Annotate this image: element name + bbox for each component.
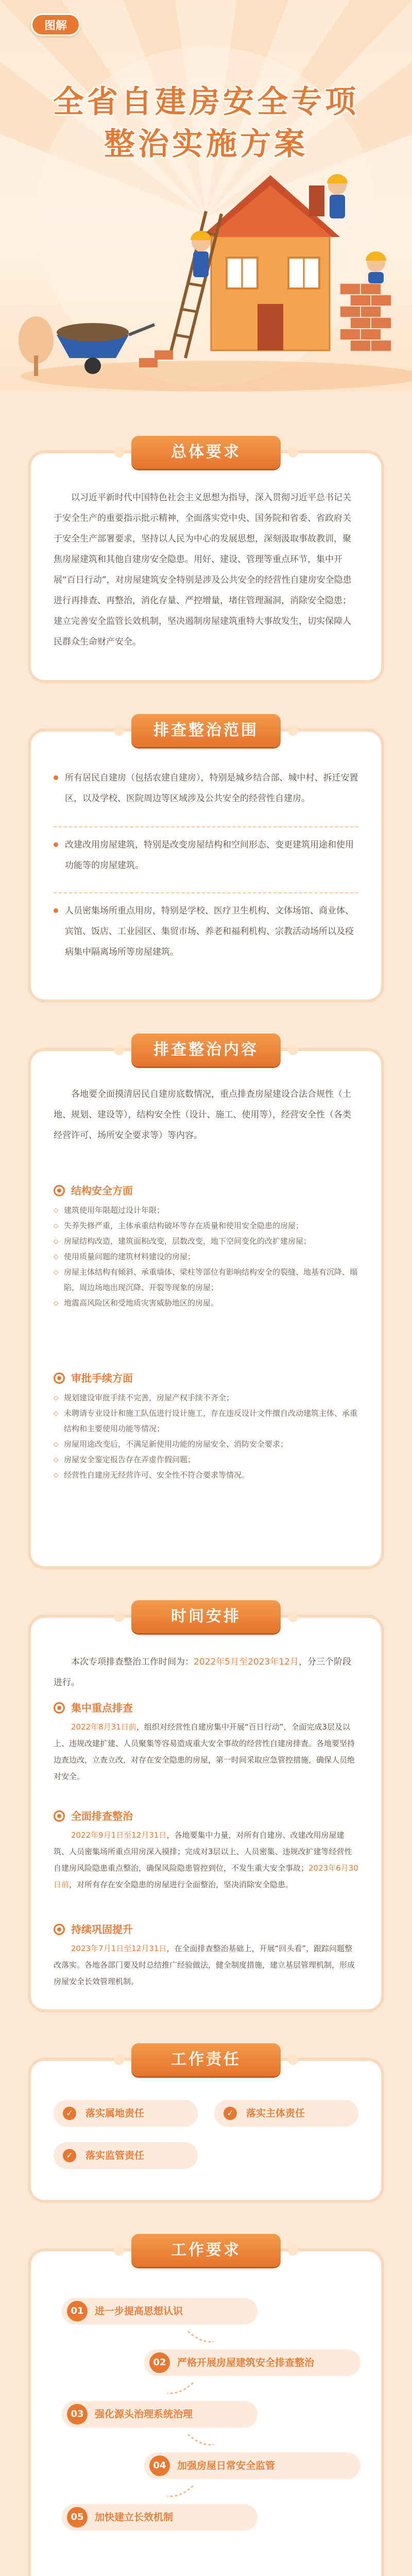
circle-icon <box>54 1702 65 1714</box>
section-schedule <box>31 1607 381 2009</box>
list-item: ◇ 房屋安全鉴定报告存在弄虚作假问题； <box>54 1452 358 1467</box>
phase2-text: 2022年9月1日至12月31日，各地要集中力量，对所有自建房、改建改用房屋建筑、人员密集场所重点用房深入摸排；完成对3层以上、人员密集、违规改扩建等经营性自建房风险隐患重点整治，确保风险隐患管控到位，不发生重大安全事故；2023年6月30日前，对所有存在安全隐患的房屋进行全面整治，坚决消除安全隐患。 <box>54 1831 358 1889</box>
list-item: ◇ 地震高风险区和受地质灾害威胁地区的房屋。 <box>54 1295 358 1311</box>
list-item: ◇ 使用质量问题的建筑材料建设的房屋； <box>54 1249 358 1264</box>
arrow-down-right-icon <box>185 2329 216 2344</box>
requirement-item: 04 加强房屋日常安全监管 <box>144 2452 360 2479</box>
section-title: 时间安排 <box>131 1600 281 1633</box>
bullet-dot-icon <box>54 842 58 847</box>
list-item: ◇ 失养失修严重，主体承重结构破坏等存在质量和使用安全隐患的房屋； <box>54 1218 358 1233</box>
page-title-line2: 整治实施方案 <box>104 126 308 162</box>
number-badge: 04 <box>149 2455 170 2476</box>
list-item: 所有居民自建房（包括农建自建房），特别是城乡结合部、城中村、拆迁安置区，以及学校、医院周边等区域涉及公共安全的经营性自建房。 <box>54 768 358 809</box>
bullet-dot-icon <box>54 775 58 780</box>
number-badge: 03 <box>67 2404 88 2425</box>
list-item: ◇ 房屋结构改造，建筑面积改变，层数改变，地下空间变化的改扩建房屋； <box>54 1233 358 1249</box>
list-item: ◇ 规划建设审批手续不完善，房屋产权手续不齐全； <box>54 1390 358 1405</box>
page-title-line1: 全省自建房安全专项 <box>53 84 359 120</box>
list-item: ◇ 建筑使用年限超过设计年限； <box>54 1202 358 1218</box>
hero-banner <box>0 0 412 392</box>
section-overall-requirements <box>31 443 381 680</box>
section-content <box>31 1041 381 1566</box>
section-work-requirements <box>31 2241 381 2576</box>
list-item: ◇ 房屋主体结构有倾斜、承重墙体、梁柱等部位有影响结构安全的裂缝、地基有沉降、塌陷，周边场地出现沉降、开裂等现象的房屋； <box>54 1264 358 1295</box>
circle-icon <box>54 1372 65 1384</box>
phase1-text: 2022年8月31日前，组织对经营性自建房集中开展“百日行动”，全面完成3层及以上、违规改建扩建、人员聚集等容易造成重大安全事故的经营性自建房排查。各地要坚持边查边改，立查立改，对存在安全隐患的房屋，第一时间采取应急管控措施，确保人员绝对安全。 <box>54 1722 355 1781</box>
schedule-intro: 本次专项排查整治工作时间为：2022年5月至2023年12月，分三个阶段进行。 <box>54 1657 351 1688</box>
number-badge: 02 <box>149 2352 170 2373</box>
logo-badge: 图解 <box>31 13 80 36</box>
subheading-structure: 结构安全方面 <box>54 1183 358 1198</box>
phase3-title: 持续巩固提升 <box>54 1922 358 1937</box>
responsibility-item: ✓ 落实主体责任 <box>214 2100 358 2127</box>
arrow-down-right-icon <box>185 2432 216 2447</box>
construction-illustration <box>0 155 412 392</box>
circle-icon <box>54 1810 65 1822</box>
responsibility-item: ✓ 落实监管责任 <box>54 2142 198 2169</box>
section-title: 排查整治范围 <box>131 714 281 747</box>
list-item: 改建改用房屋建筑，特别是改变房屋结构和空间形态、变更建筑用途和使用功能等的房屋建筑。 <box>54 835 358 876</box>
check-icon: ✓ <box>63 2107 76 2120</box>
number-badge: 01 <box>67 2301 88 2321</box>
arrow-down-left-icon <box>165 2483 196 2499</box>
number-badge: 05 <box>67 2507 88 2528</box>
list-item: ◇ 未聘请专业设计和施工队伍进行设计施工，存在违反设计文件擅自改动建筑主体、承重结构和主要使用功能等情况； <box>54 1405 358 1436</box>
bullet-dot-icon <box>54 908 58 913</box>
requirement-item: 03 强化源头治理系统治理 <box>62 2401 258 2428</box>
requirement-item: 05 加快建立长效机制 <box>62 2504 258 2531</box>
requirement-item: 02 严格开展房屋建筑安全排查整治 <box>144 2349 360 2376</box>
overall-requirements-text: 以习近平新时代中国特色社会主义思想为指导，深入贯彻习近平总书记关于安全生产的重要指示批示精神，全面落实党中央、国务院和省委、省政府关于安全生产部署要求，坚持以人民为中心的发展思想，深刻汲取事故教训，聚焦房屋建筑和其他自建房安全隐患。用好、建设、管理等重点环节，集中开展“百日行动”，对房屋建筑安全特别是涉及公共安全的经营性自建房安全隐患进行再排查、再整治，消化存量、严控增量，堵住管理漏洞，消除安全隐患；建立完善安全监管长效机制，坚决遏制房屋建筑重特大事故发生，切实保障人民群众生命财产安全。 <box>54 493 352 647</box>
section-title: 工作要求 <box>131 2234 281 2267</box>
responsibility-item: ✓ 落实属地责任 <box>54 2100 198 2127</box>
phase1-title: 集中重点排查 <box>54 1700 358 1716</box>
arrow-down-left-icon <box>165 2380 196 2396</box>
section-title: 总体要求 <box>131 436 281 469</box>
check-icon: ✓ <box>224 2107 237 2120</box>
list-item: ◇ 经营性自建房无经营许可、安全性不符合要求等情况。 <box>54 1467 358 1483</box>
requirement-item: 01 进一步提高思想认识 <box>62 2298 258 2325</box>
list-item: ◇ 房屋用途改变后，不满足新使用功能的房屋安全、消防安全要求； <box>54 1436 358 1452</box>
list-item: 人员密集场所重点用房，特别是学校、医疗卫生机构、文体场馆、商业体、宾馆、饭店、工业园区、集贸市场、养老和福利机构、宗教活动场所以及疫病集中隔离场所等房屋建筑。 <box>54 901 358 962</box>
content-intro: 各地要全面摸清居民自建房底数情况，重点排查房屋建设合法合规性（土地、规划、建设等），结构安全性（设计、施工、使用等），经营安全性（各类经营许可、场所安全要求等）等内容。 <box>54 1089 351 1141</box>
subheading-approval: 审批手续方面 <box>54 1370 358 1386</box>
check-icon: ✓ <box>63 2149 76 2162</box>
circle-icon <box>54 1924 65 1935</box>
section-scope <box>31 721 381 999</box>
phase2-title: 全面排查整治 <box>54 1808 358 1824</box>
phase3-text: 2023年7月1日至12月31日，在全面排查整治基础上，开展“回头看”，跟踪问题整改落实。各地各部门要及时总结推广经验做法，健全制度措施，建立基层管理机制，形成房屋安全长效管理机制。 <box>54 1944 355 1986</box>
section-title: 排查整治内容 <box>131 1033 281 1066</box>
section-title: 工作责任 <box>131 2043 281 2076</box>
circle-icon <box>54 1185 65 1196</box>
section-responsibility <box>31 2050 381 2200</box>
